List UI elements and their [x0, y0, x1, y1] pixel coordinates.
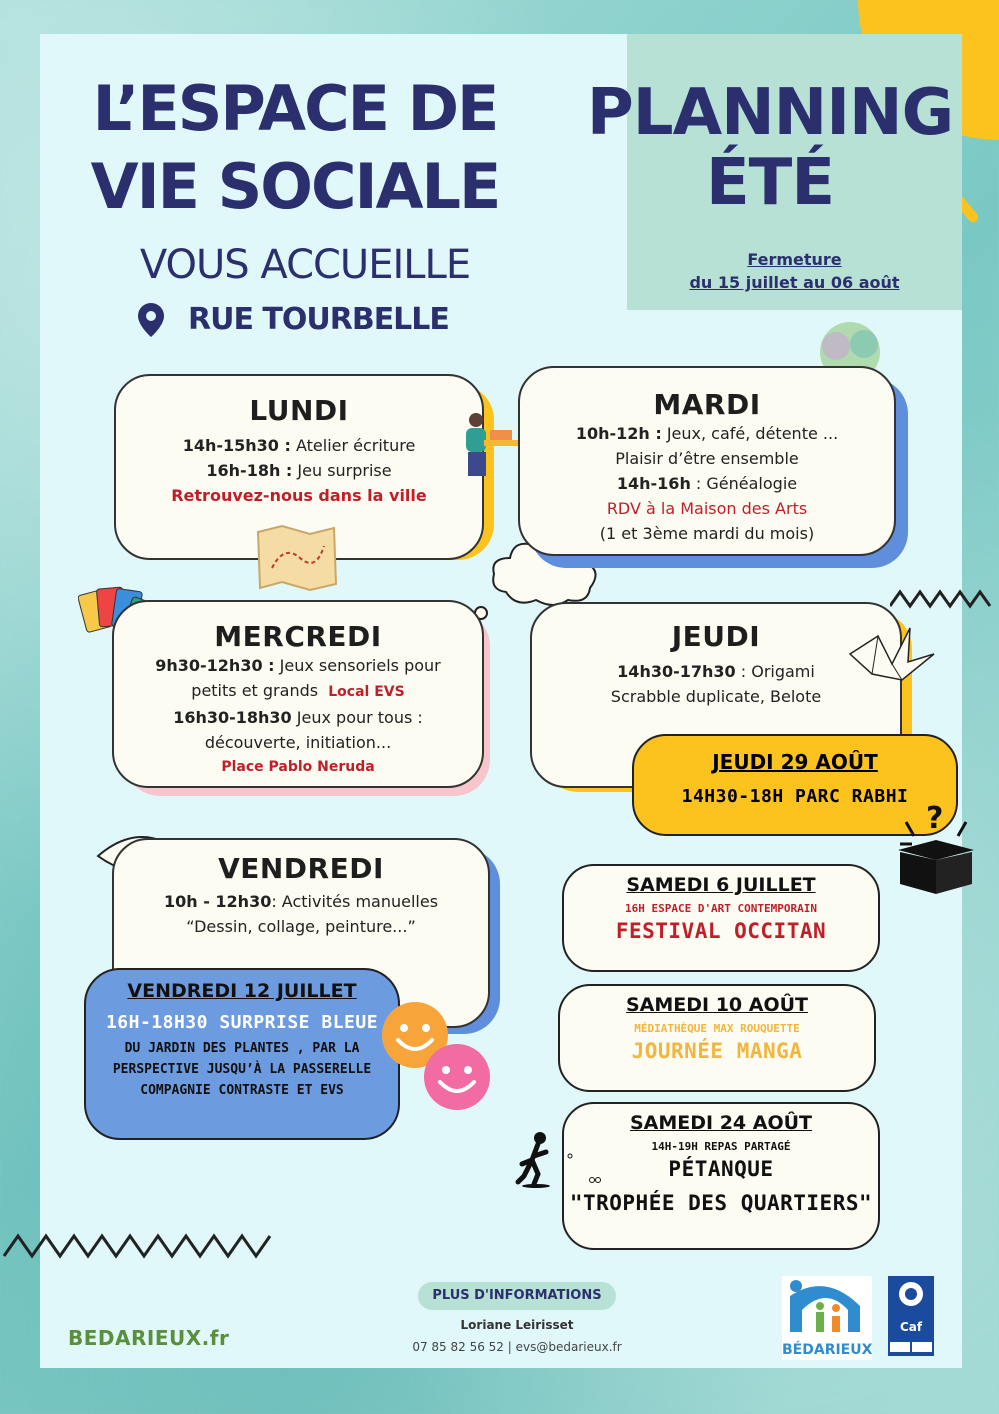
- caf-badges: [888, 1340, 934, 1354]
- mystery-box-icon: [888, 800, 984, 896]
- mardi-note: RDV à la Maison des Arts: [606, 499, 808, 518]
- caf-logo-icon: [888, 1276, 934, 1316]
- event-place: 14H-19H REPAS PARTAGÉ: [651, 1140, 791, 1153]
- time: 16h30-18h30: [173, 708, 292, 727]
- event-place: MÉDIATHÈQUE MAX ROUQUETTE: [634, 1022, 800, 1035]
- activity: Jeux sensoriels pour: [274, 656, 441, 675]
- contact-email[interactable]: | evs@bedarieux.fr: [507, 1340, 622, 1354]
- activity: : Origami: [735, 662, 815, 681]
- day-title: MERCREDI: [214, 620, 382, 653]
- lundi-line-1: [116, 433, 482, 458]
- contact-line: [380, 1340, 654, 1354]
- event-samedi-6: [562, 864, 880, 972]
- subtitle: VOUS ACCUEILLE: [139, 242, 471, 288]
- vendredi-line-1: [114, 889, 488, 914]
- svg-text:?: ?: [926, 801, 944, 836]
- event-title: SAMEDI 10 AOÛT: [625, 994, 809, 1016]
- planning-line: PLANNING: [586, 76, 954, 150]
- closure-label: Fermeture: [747, 250, 842, 269]
- title-line-1: L’ESPACE DE: [92, 72, 498, 145]
- event-title: SAMEDI 24 AOÛT: [629, 1112, 813, 1134]
- smiley-pink-icon: [422, 1042, 492, 1112]
- planning-title: [560, 78, 980, 218]
- event-title: JEUDI 29 AOÛT: [712, 750, 878, 774]
- zigzag-decoration: [0, 1226, 282, 1266]
- mardi-note-2: (1 et 3ème mardi du mois): [599, 524, 815, 543]
- lundi-line-2: [116, 458, 482, 483]
- contact-phone: 07 85 82 56 52: [412, 1340, 504, 1354]
- event-detail: 16H-18H30 SURPRISE BLEUE: [105, 1012, 379, 1033]
- caf-badge: [890, 1342, 910, 1352]
- jeudi-line-1b: Scrabble duplicate, Belote: [610, 687, 822, 706]
- title-line-2: VIE SOCIALE: [90, 150, 500, 223]
- event-samedi-24: [562, 1102, 880, 1250]
- event-title: SAMEDI 6 JUILLET: [626, 874, 816, 896]
- event-place: 16H ESPACE D'ART CONTEMPORAIN: [624, 902, 818, 915]
- card-mardi: [518, 366, 896, 556]
- time: 14h-15h30 :: [182, 436, 291, 455]
- activity: petits et grands: [191, 681, 319, 700]
- event-vendredi-12: [84, 968, 400, 1140]
- day-title: JEUDI: [671, 620, 761, 653]
- activity: Atelier écriture: [290, 436, 416, 455]
- ete-line: ÉTÉ: [705, 146, 835, 220]
- activity: Jeu surprise: [292, 461, 392, 480]
- activity: Jeux pour tous :: [291, 708, 423, 727]
- more-info-label: PLUS D'INFORMATIONS: [418, 1282, 616, 1310]
- petanque-player-icon: [512, 1130, 602, 1190]
- location-pin-icon: [138, 303, 164, 337]
- address-text: RUE TOURBELLE: [188, 302, 449, 337]
- mardi-line-1b: Plaisir d’être ensemble: [615, 449, 799, 468]
- main-title: [60, 70, 530, 226]
- mardi-line-1: [520, 421, 894, 446]
- time: 10h-12h :: [575, 424, 662, 443]
- mercredi-line-2b: découverte, initiation...: [204, 733, 392, 752]
- activity: : Activités manuelles: [271, 892, 439, 911]
- city-logo-text: BÉDARIEUX: [782, 1342, 873, 1358]
- event-detail: 14H30-18H PARC RABHI: [681, 786, 909, 807]
- address: [138, 302, 449, 337]
- jeudi-line-1: [532, 659, 900, 684]
- event-name: JOURNÉE MANGA: [631, 1039, 803, 1063]
- mercredi-location: Place Pablo Neruda: [221, 759, 375, 775]
- card-mercredi: [112, 600, 484, 788]
- day-title: MARDI: [653, 388, 761, 421]
- note: Retrouvez-nous dans la ville: [171, 486, 427, 505]
- time: 10h - 12h30: [163, 892, 272, 911]
- event-line: COMPAGNIE CONTRASTE ET EVS: [140, 1083, 344, 1098]
- closure-notice: [627, 248, 962, 294]
- activity: : Généalogie: [690, 474, 798, 493]
- event-name: PÉTANQUE: [668, 1157, 774, 1181]
- caf-badge: [912, 1342, 932, 1352]
- time: 14h30-17h30: [617, 662, 736, 681]
- time: 9h30-12h30 :: [155, 656, 275, 675]
- origami-crane-icon: [848, 624, 936, 686]
- caf-text: Caf: [899, 1320, 923, 1334]
- vendredi-line-1b: “Dessin, collage, peinture...”: [186, 917, 416, 936]
- event-title: VENDREDI 12 JUILLET: [127, 980, 357, 1002]
- event-name: FESTIVAL OCCITAN: [615, 919, 827, 943]
- bedarieux-city-logo: [782, 1276, 872, 1360]
- time: 16h-18h :: [206, 461, 293, 480]
- mercredi-line-1: [114, 653, 482, 678]
- treasure-map-icon: [252, 524, 340, 594]
- mercredi-line-1b: [114, 678, 482, 705]
- lundi-note: [116, 483, 482, 508]
- day-title: LUNDI: [249, 394, 349, 427]
- event-name-2: "TROPHÉE DES QUARTIERS": [569, 1191, 873, 1215]
- event-samedi-10: [558, 984, 876, 1092]
- day-title: VENDREDI: [218, 852, 384, 885]
- mardi-line-2: [520, 471, 894, 496]
- activity: Jeux, café, détente ...: [661, 424, 839, 443]
- zigzag-decoration: [890, 586, 999, 614]
- contact-name: Loriane Leirisset: [460, 1318, 574, 1332]
- event-line: DU JARDIN DES PLANTES , PAR LA: [124, 1041, 360, 1056]
- caf-logo: [888, 1276, 934, 1356]
- mercredi-line-2: [114, 705, 482, 730]
- event-line: PERSPECTIVE JUSQU’À LA PASSERELLE: [112, 1062, 372, 1077]
- city-logo-icon: [782, 1276, 872, 1338]
- location: Local EVS: [328, 684, 405, 700]
- closure-dates: du 15 juillet au 06 août: [689, 273, 900, 292]
- bedarieux-site-logo: BEDARIEUX.fr: [68, 1326, 230, 1350]
- time: 14h-16h: [616, 474, 691, 493]
